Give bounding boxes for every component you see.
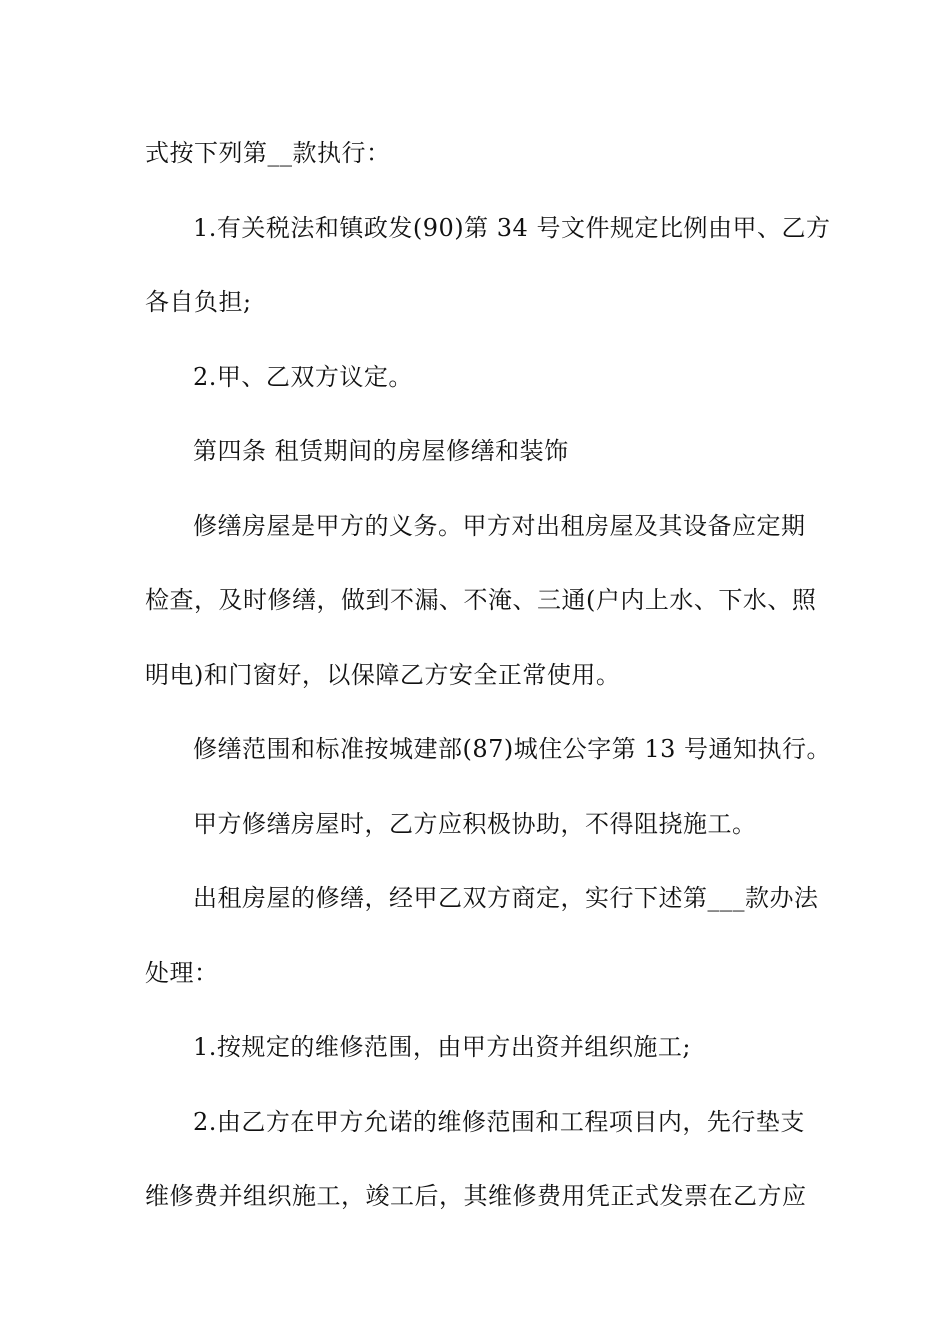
text-line-9: 修缮范围和标准按城建部(87)城住公字第 13 号通知执行。 [193, 735, 832, 763]
text-line-2: 1.有关税法和镇政发(90)第 34 号文件规定比例由甲、乙方 [193, 214, 831, 242]
text-line-13: 1.按规定的维修范围，由甲方出资并组织施工; [193, 1033, 691, 1061]
section-heading: 第四条 租赁期间的房屋修缮和装饰 [193, 437, 569, 465]
text-line-6: 修缮房屋是甲方的义务。甲方对出租房屋及其设备应定期 [193, 512, 806, 540]
text-line-4: 2.甲、乙双方议定。 [193, 363, 413, 391]
text-line-10: 甲方修缮房屋时，乙方应积极协助，不得阻挠施工。 [193, 810, 757, 838]
text-line-15: 维修费并组织施工，竣工后，其维修费用凭正式发票在乙方应 [145, 1182, 807, 1210]
text-line-12: 处理： [145, 959, 219, 987]
text-line-14: 2.由乙方在甲方允诺的维修范围和工程项目内，先行垫支 [193, 1108, 805, 1136]
text-line-1: 式按下列第__款执行： [145, 139, 391, 167]
text-line-7: 检查，及时修缮，做到不漏、不淹、三通(户内上水、下水、照 [145, 586, 817, 614]
text-line-8: 明电)和门窗好，以保障乙方安全正常使用。 [145, 661, 621, 689]
text-line-3: 各自负担; [145, 288, 252, 316]
text-line-11: 出租房屋的修缮，经甲乙双方商定，实行下述第___款办法 [193, 884, 819, 912]
